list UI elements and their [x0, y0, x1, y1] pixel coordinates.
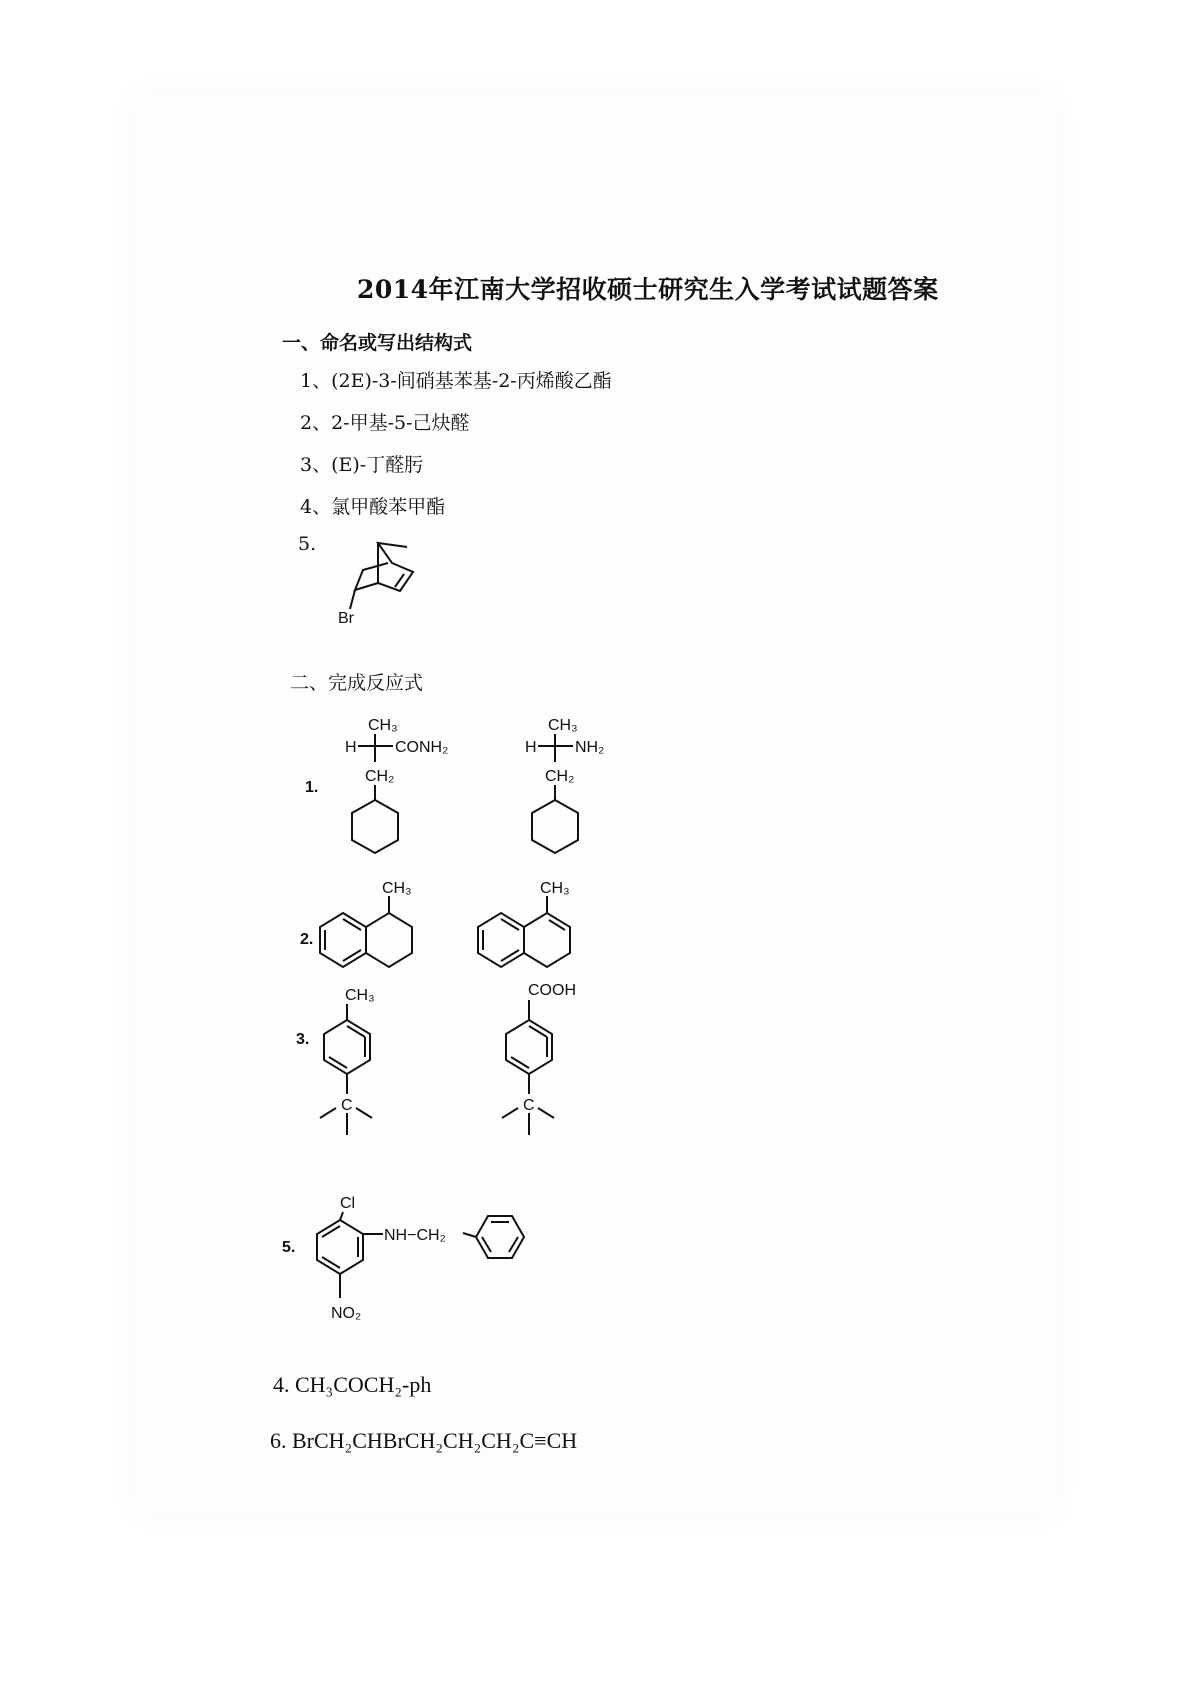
c-label: C: [523, 1097, 535, 1114]
q1-number: 1.: [305, 779, 319, 796]
ch2-label: CH₂: [545, 768, 575, 785]
ch3-label: CH₃: [345, 987, 375, 1004]
q3-product: [502, 982, 576, 1135]
ch3-label: CH₃: [540, 880, 570, 897]
section1-item-3: 3、(E)-丁醛肟: [300, 454, 424, 476]
section1-item-2: 2、2-甲基-5-己炔醛: [300, 412, 470, 434]
section1-item-1: 1、(2E)-3-间硝基苯基-2-丙烯酸乙酯: [300, 370, 612, 392]
conh2-label: CONH₂: [395, 739, 449, 756]
ch2-label: CH₂: [365, 768, 395, 785]
section1-heading: 一、命名或写出结构式: [282, 332, 473, 354]
norbornene-structure: [338, 543, 413, 627]
q3-reactant: [320, 987, 375, 1135]
nh2-label: NH₂: [575, 739, 605, 756]
ch3-label: CH₃: [382, 880, 412, 897]
q1-reactant: [345, 717, 448, 853]
no2-label: NO₂: [331, 1305, 362, 1322]
section1-item-4: 4、氯甲酸苯甲酯: [300, 496, 446, 518]
section1-item-5-number: 5.: [298, 533, 317, 555]
q5-number: 5.: [282, 1239, 296, 1256]
h-label: H: [525, 739, 537, 756]
q1-product: [525, 717, 604, 853]
ch3-label: CH₃: [548, 717, 578, 734]
h-label: H: [345, 739, 357, 756]
q4-answer: 4. CH₃COCH₂-ph: [273, 1372, 432, 1397]
page-title: 2014年江南大学招收硕士研究生入学考试试题答案: [357, 275, 939, 304]
br-label: Br: [338, 610, 354, 627]
section2-heading: 二、完成反应式: [290, 672, 424, 694]
q2-reactant-tetralin: [320, 880, 412, 967]
cooh-label: COOH: [528, 982, 576, 999]
q5-structure: [317, 1195, 524, 1322]
c-label: C: [341, 1097, 353, 1114]
ch3-label: CH₃: [368, 717, 398, 734]
q2-product-dihydronaphthalene: [478, 880, 570, 967]
cl-label: Cl: [340, 1195, 356, 1212]
q3-number: 3.: [296, 1031, 310, 1048]
nh-ch2-label: NH−CH₂: [384, 1227, 446, 1244]
q2-number: 2.: [300, 931, 314, 948]
q6-answer: 6. BrCH₂CHBrCH₂CH₂CH₂C≡CH: [270, 1428, 578, 1453]
